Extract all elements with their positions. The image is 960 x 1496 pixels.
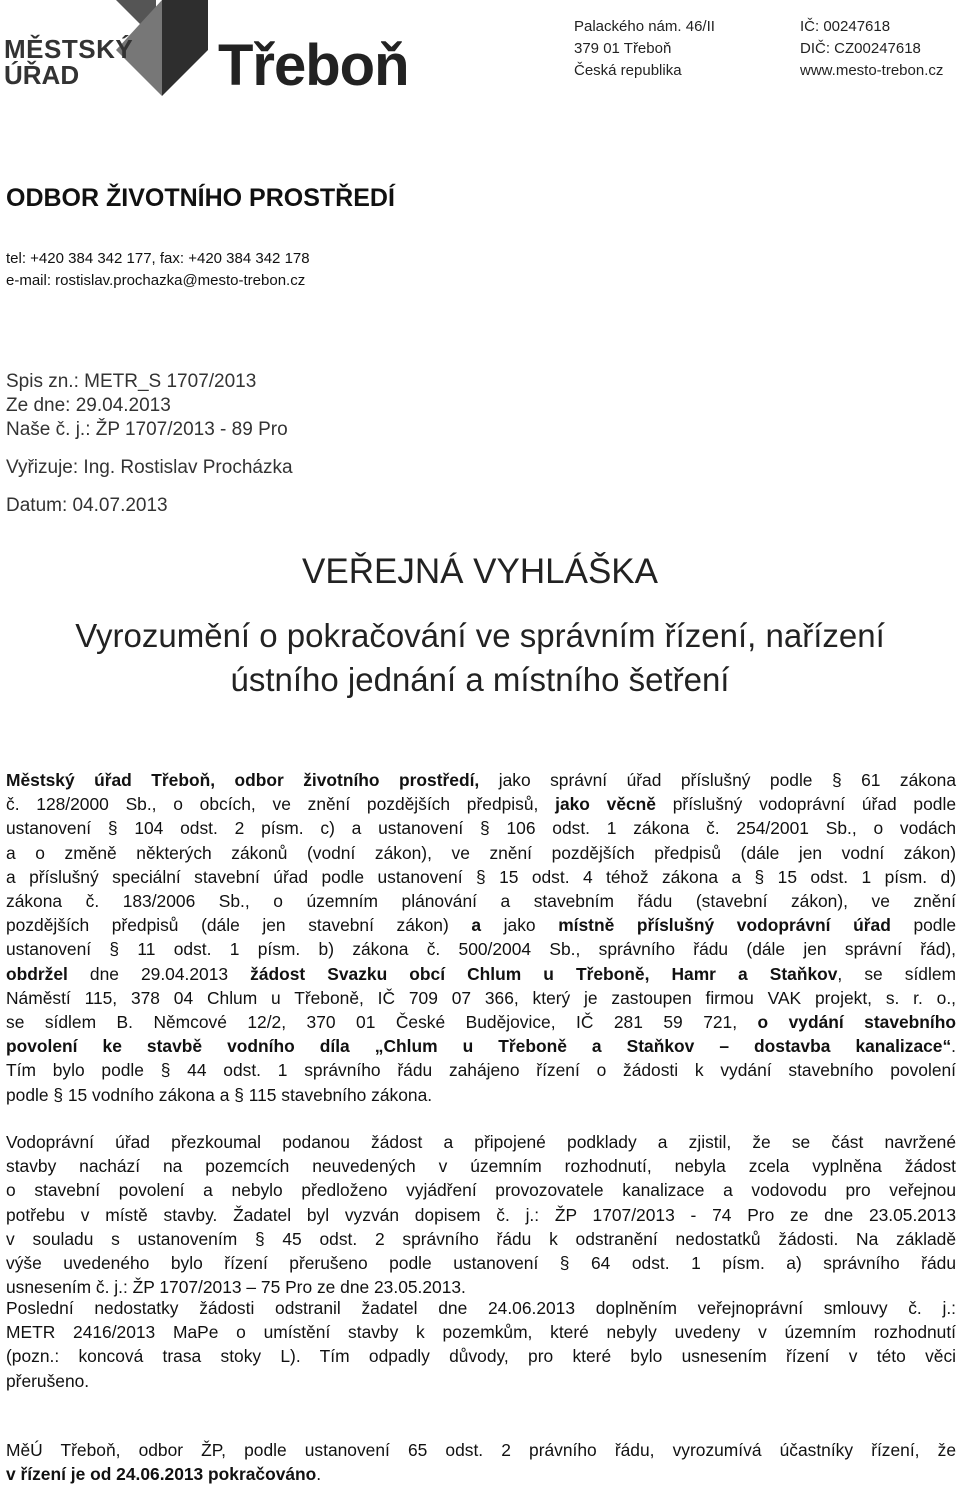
address-line: Palackého nám. 46/II [574, 18, 715, 35]
paragraph-line [6, 1251, 956, 1275]
office-ids [800, 16, 943, 82]
logo-text-line1: MĚSTSKÝ [4, 34, 134, 64]
text-run: podle [890, 915, 956, 936]
text-run: o stavební povolení a nebylo předloženo vyjádření provozovatele kanalizace a vodovodu pro veřejnou [6, 1180, 956, 1201]
text-run: č. 128/2000 Sb., o obcích, ve znění pozdějších předpisů, [6, 794, 556, 815]
website-link[interactable]: www.mesto-trebon.cz [800, 62, 944, 79]
document-date: Datum: 04.07.2013 [6, 495, 168, 516]
text-run: stavby nachází na pozemcích neuvedených v územním rozhodnutí, nebyla zcela vyplněna žádost [6, 1156, 956, 1177]
text-run: příslušný vodoprávní úřad podle [655, 794, 956, 815]
office-address [574, 16, 715, 82]
text-run: Tím bylo podle § 44 odst. 1 správního řádu zahájeno řízení o žádosti k vydání stavebního povolení [6, 1060, 956, 1081]
paragraph-line [6, 1034, 956, 1058]
address-line: 379 01 Třeboň [574, 40, 672, 57]
paragraph-line [6, 1296, 956, 1320]
paragraph-line [6, 913, 956, 937]
bold-text: Městský úřad Třeboň, odbor životního prostředí, [6, 770, 480, 790]
text-run: ustanovení § 104 odst. 2 písm. c) a ustanovení § 106 odst. 1 zákona č. 254/2001 Sb., o vodách [6, 818, 956, 839]
notice-subtitle-line1: Vyrozumění o pokračování ve správním řízení, nařízení [75, 617, 885, 654]
file-reference: Spis zn.: METR_S 1707/2013 [6, 371, 257, 392]
dic: DIČ: CZ00247618 [800, 40, 921, 57]
received-date: Ze dne: 29.04.2013 [6, 395, 171, 416]
text-run: ustanovení § 11 odst. 1 písm. b) zákona č. 500/2004 Sb., správního řádu (dále jen správní řád), [6, 939, 956, 960]
text-run: jako správní úřad příslušný podle § 61 zákona [479, 770, 956, 790]
paragraph-line [6, 986, 956, 1010]
paragraph-line [6, 1010, 956, 1034]
bold-text: v řízení je od 24.06.2013 pokračováno [6, 1464, 317, 1485]
paragraph-line [6, 1058, 956, 1082]
text-run: . [316, 1464, 322, 1485]
paragraph-line [6, 1369, 956, 1393]
paragraph-line [6, 1178, 956, 1202]
bold-text: povolení ke stavbě vodního díla „Chlum u Třeboně a Staňkov – dostavba kanalizace“ [6, 1036, 952, 1057]
address-line: Česká republika [574, 62, 682, 79]
bold-text: o vydání stavebního [757, 1012, 956, 1033]
paragraph-line [6, 1083, 956, 1107]
notice-title: VEŘEJNÁ VYHLÁŠKA [302, 552, 658, 591]
paragraph-line [6, 1203, 956, 1227]
text-run: se sídlem B. Němcové 12/2, 370 01 České Budějovice, IČ 281 59 721, [6, 1012, 758, 1033]
paragraph-line [6, 768, 956, 792]
text-run: dne 29.04.2013 [67, 963, 251, 984]
paragraph-line [6, 1344, 956, 1368]
department-title: ODBOR ŽIVOTNÍHO PROSTŘEDÍ [6, 184, 395, 212]
text-run: podle § 15 vodního zákona a § 115 stavebního zákona. [6, 1084, 433, 1105]
text-run: jako [481, 915, 559, 936]
paragraph-line [6, 889, 956, 913]
text-run: METR 2416/2013 MaPe o umístění stavby k pozemkům, které nebyly uvedeny v územním rozhodnutí [6, 1322, 956, 1343]
paragraph-line [6, 1154, 956, 1178]
paragraph-line [6, 962, 956, 986]
text-run: MěÚ Třeboň, odbor ŽP, podle ustanovení 65 odst. 2 právního řádu, vyrozumívá účastníky řízení, že [6, 1440, 956, 1460]
text-run: Vodoprávní úřad přezkoumal podanou žádost a připojené podklady a zjistil, že se část navržené [6, 1132, 956, 1152]
notice-subtitle-line2: ústního jednání a místního šetření [230, 661, 730, 698]
paragraph-line [6, 1438, 956, 1462]
text-run: Náměstí 115, 378 04 Chlum u Třeboně, IČ 709 07 366, který je zastoupen firmou VAK projekt, s. r. o., [6, 987, 956, 1008]
text-run: a o změně některých zákonů (vodní zákon), ve znění pozdějších předpisů (dále jen vodní zákon) [6, 842, 956, 863]
text-run: . [951, 1036, 956, 1057]
bold-text: jako věcně [555, 794, 656, 815]
text-run: v souladu s ustanovením § 45 odst. 2 správního řádu k odstranění nedostatků žádosti. Na základě [6, 1228, 956, 1249]
paragraph-line [6, 792, 956, 816]
logo-text-line2: ÚŘAD [4, 60, 80, 90]
text-run: (pozn.: koncová trasa stoky L). Tím odpadly důvody, pro které bylo usnesením řízení v této věci [6, 1346, 956, 1367]
paragraph-deficiencies [6, 1296, 956, 1393]
bold-text: místně příslušný vodoprávní úřad [558, 915, 891, 936]
text-run: , se sídlem [837, 963, 956, 984]
bold-text: žádost Svazku obcí Chlum u Třeboně, Hamr a Staňkov [250, 963, 838, 984]
text-run: pozdějších předpisů (dále jen stavební zákon) [6, 915, 472, 936]
text-run: usnesením č. j.: ŽP 1707/2013 – 75 Pro ze dne 23.05.2013. [6, 1277, 466, 1298]
paragraph-application [6, 768, 956, 1107]
text-run: přerušeno. [6, 1370, 90, 1391]
paragraph-line [6, 816, 956, 840]
paragraph-continuation [6, 1438, 956, 1486]
paragraph-line [6, 937, 956, 961]
text-run: a příslušný speciální stavební úřad podle ustanovení § 15 odst. 4 téhož zákona a § 15 odst. 1 písm. d) [6, 866, 956, 887]
text-run: výše uvedeného bylo řízení přerušeno podle ustanovení § 64 odst. 1 písm. a) správního řádu [6, 1253, 956, 1274]
paragraph-line [6, 1130, 956, 1154]
contact-email[interactable]: e-mail: rostislav.prochazka@mesto-trebon.cz [6, 272, 306, 289]
logo [0, 0, 409, 110]
paragraph-line [6, 865, 956, 889]
bold-text: a [471, 915, 482, 936]
paragraph-line [6, 1462, 956, 1486]
paragraph-review [6, 1130, 956, 1299]
our-reference: Naše č. j.: ŽP 1707/2013 - 89 Pro [6, 419, 288, 440]
ico: IČ: 00247618 [800, 18, 891, 35]
contact-phone: tel: +420 384 342 177, fax: +420 384 342 178 [6, 250, 310, 267]
bold-text: obdržel [6, 963, 68, 984]
text-run: zákona č. 183/2006 Sb., o územním plánování a stavebním řádu (stavební zákon), ve znění [6, 891, 956, 912]
text-run: potřebu v místě stavby. Žadatel byl vyzván dopisem č. j.: ŽP 1707/2013 - 74 Pro ze dne 23.05.2013 [6, 1204, 956, 1225]
paragraph-line [6, 841, 956, 865]
handled-by: Vyřizuje: Ing. Rostislav Procházka [6, 457, 293, 478]
logo-town-name: Třeboň [218, 33, 409, 98]
paragraph-line [6, 1320, 956, 1344]
paragraph-line [6, 1227, 956, 1251]
text-run: Poslední nedostatky žádosti odstranil žadatel dne 24.06.2013 doplněním veřejnoprávní smlouvy č. j.: [6, 1298, 956, 1318]
